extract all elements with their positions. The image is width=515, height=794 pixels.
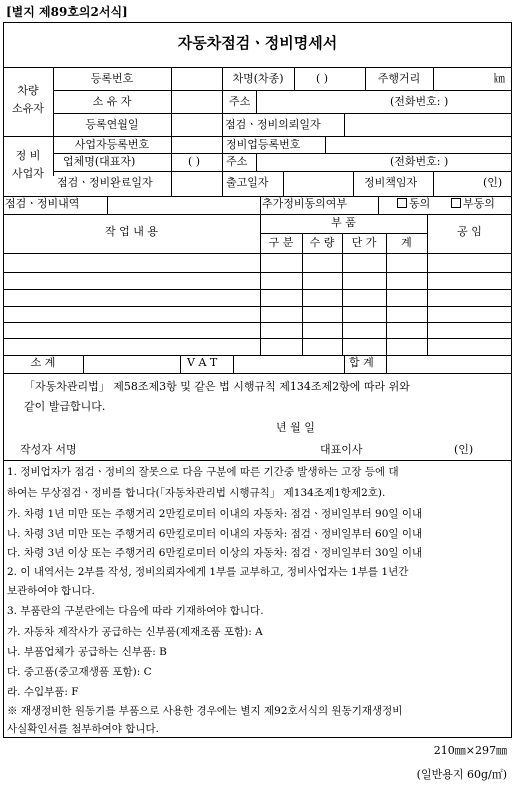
owner-section-label-1: 차량: [17, 84, 39, 97]
v10: [222, 136, 223, 196]
note-line: 다. 차령 3년 이상 또는 주행거리 6만킬로미터 이상의 자동차: 점검ㆍ정비일부터 30일 이내: [7, 547, 423, 559]
row-line-5: [3, 338, 512, 339]
disagree-checkbox[interactable]: [451, 198, 461, 208]
details-line: [3, 214, 512, 215]
parts-sub-line: [260, 233, 427, 234]
disagree-text: 부동의: [463, 197, 495, 210]
reg-no-label: 등록번호: [90, 72, 134, 85]
details-label: 점검ㆍ정비내역: [5, 197, 80, 210]
note-line: 2. 이 내역서는 2부를 작성, 정비의뢰자에게 1부를 교부하고, 정비사업자는 1부를 1년간: [7, 566, 409, 578]
col-qty-header: 수 량: [309, 236, 335, 249]
company-label: 업체명(대표자): [63, 155, 136, 168]
row-line-2: [3, 289, 512, 290]
labor-header: 공 임: [457, 225, 482, 238]
vat-label: V A T: [187, 356, 218, 369]
biz-row1-line: [53, 153, 512, 154]
parts-header: 부 품: [331, 216, 356, 229]
col-b: [302, 233, 303, 355]
v5: [433, 67, 434, 90]
v12: [256, 153, 257, 171]
biz-section-label-1: 정 비: [15, 149, 41, 162]
biz-reg-no-label: 사업자등록번호: [74, 138, 150, 151]
form-tag: [별지 제89호의2서식]: [6, 5, 128, 19]
reg-date-label: 등록연월일: [85, 118, 139, 131]
v24: [386, 355, 387, 373]
v17: [107, 196, 108, 214]
col-unit-header: 단 가: [351, 236, 377, 249]
note-line: 사실확인서를 첨부하여야 합니다.: [7, 723, 160, 735]
complete-date-label: 점검ㆍ정비완료일자: [57, 176, 153, 189]
note-line: 하여는 무상점검ㆍ정비를 합니다(「자동차관리법 시행규칙」 제134조제1항제2호).: [7, 487, 386, 499]
car-type-paren: ( ): [316, 72, 329, 85]
owner-row1-line: [53, 90, 512, 91]
subtotal-label: 소 계: [30, 356, 56, 369]
company-paren: ( ): [188, 155, 201, 168]
mileage-unit: ㎞: [494, 72, 505, 85]
title-divider: [3, 67, 512, 68]
note-line: 3. 부품란의 구분란에는 다음에 따라 기재하여야 합니다.: [7, 605, 264, 617]
notes-line: [3, 460, 512, 461]
biz-section-label-2: 사업자: [12, 167, 44, 180]
v11: [325, 136, 326, 153]
car-name-label: 차명(차종): [232, 72, 284, 85]
statement-line-2: 같이 발급합니다.: [24, 400, 106, 413]
v16: [433, 171, 434, 196]
owner-section-label-2: 소유자: [12, 102, 44, 115]
statement-line-1: 「자동차관리법」 제58조제3항 및 같은 법 시행규칙 제134조제2항에 따라 위와: [24, 380, 410, 393]
v8: [344, 113, 345, 136]
row-line-3: [3, 306, 512, 307]
note-line: 나. 부품업체가 공급하는 신부품: B: [7, 646, 167, 658]
section-line-1: [3, 136, 512, 137]
form-title: 자동차점검ㆍ정비명세서: [177, 34, 338, 52]
work-content-header: 작 업 내 용: [105, 225, 158, 238]
shop-reg-no-label: 정비업등록번호: [226, 138, 301, 151]
totals-line: [3, 373, 512, 374]
col-c: [342, 233, 343, 355]
note-line: 라. 수입부품: F: [7, 686, 79, 698]
note-line: 가. 차령 1년 미만 또는 주행거리 2만킬로미터 이내의 자동차: 점검ㆍ정비일부터 90일 이내: [7, 508, 423, 520]
v22: [233, 355, 234, 373]
v15: [353, 171, 354, 196]
disagree-option[interactable]: [451, 197, 495, 211]
v14: [283, 171, 284, 196]
release-date-label: 출고일자: [226, 176, 269, 189]
owner-phone-label: (전화번호: ): [390, 95, 449, 108]
v21: [180, 355, 181, 373]
v7: [256, 90, 257, 113]
ceo-label: 대표이사: [320, 443, 363, 456]
writer-label: 작성자 서명: [20, 443, 77, 456]
header-bottom: [3, 253, 512, 254]
agree-option[interactable]: [397, 197, 430, 211]
owner-address-label: 주소: [229, 95, 251, 108]
agree-checkbox[interactable]: [397, 198, 407, 208]
issue-date: 년 월 일: [276, 421, 315, 434]
col-d: [386, 233, 387, 355]
owner-row2-line: [53, 113, 512, 114]
agree-text: 동의: [409, 197, 431, 210]
biz-address-label: 주소: [226, 155, 248, 168]
v6: [171, 90, 172, 136]
note-line: ※ 재생정비한 원동기를 부품으로 사용한 경우에는 별지 제92호서식의 원동기재생정비: [7, 705, 403, 717]
v9: [171, 136, 172, 196]
note-line: 다. 중고품(중고재생품 포함): C: [7, 666, 152, 678]
manager-seal: (인): [483, 176, 503, 189]
col-type-header: 구 분: [268, 236, 294, 249]
v3: [294, 67, 295, 90]
row-line-4: [3, 322, 512, 323]
note-line: 보관하여야 합니다.: [7, 585, 95, 597]
v18: [260, 196, 261, 214]
v23: [344, 355, 345, 373]
paper-type: (일반용지 60g/㎡): [416, 768, 507, 781]
v20: [83, 355, 84, 373]
v1: [171, 67, 172, 90]
manager-label: 정비책임자: [364, 176, 418, 189]
note-line: 1. 정비업자가 점검ㆍ정비의 잘못으로 다음 구분에 따른 기간중 발생하는 고장 등에 대: [7, 466, 399, 478]
v19: [378, 196, 379, 214]
extra-consent-label: 추가정비동의여부: [262, 197, 348, 210]
owner-name-label: 소 유 자: [92, 95, 132, 108]
col-total-header: 계: [401, 236, 412, 249]
row-line-1: [3, 272, 512, 273]
total-label: 합 계: [349, 356, 374, 369]
mileage-label: 주행거리: [377, 72, 421, 85]
biz-phone-label: (전화번호: ): [390, 155, 449, 168]
request-date-label: 점검ㆍ정비의뢰일자: [225, 118, 321, 131]
paper-size: 210㎜×297㎜: [433, 744, 507, 757]
note-line: 가. 자동차 제작사가 공급하는 신부품(제재조품 포함): A: [7, 626, 263, 638]
note-line: 나. 차령 3년 미만 또는 주행거리 6만킬로미터 이내의 자동차: 점검ㆍ정비일부터 60일 이내: [7, 528, 423, 540]
ceo-seal: (인): [454, 443, 474, 456]
